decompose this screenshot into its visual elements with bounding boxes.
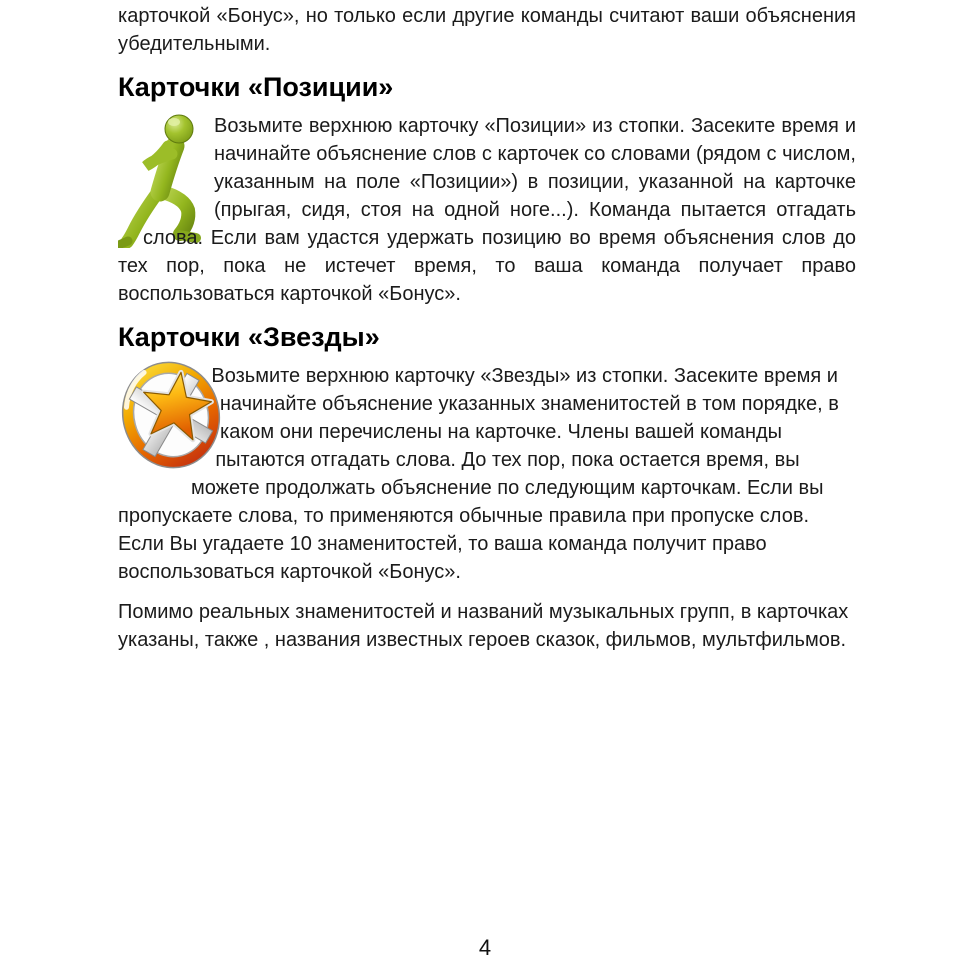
- positions-paragraph: Возьмите верхнюю карточку «Позиции» из стопки. Засеките время и начинайте объяснение слов с карточек со словами (рядом с числом, указанным на поле «Позиции») в позиции, указанной на карточке (прыгая, сидя, стоя на одной ноге...). Команда пытается отгадать слова. Если вам удастся удержать позицию во время объяснения слов до тех пор, пока не истечет время, то ваша команда получает право воспользоваться карточкой «Бонус».: [118, 115, 856, 305]
- stars-paragraph: Возьмите верхнюю карточку «Звезды» из стопки. Засеките время и начинайте объяснение указанных знаменитостей в том порядке, в каком они перечислены на карточке. Члены вашей команды пытаются отгадать слова. До тех пор, пока остается время, вы можете продолжать объяснение по следующим карточкам. Если вы пропускаете слова, то применяются обычные правила при пропуске слов. Если Вы угадаете 10 знаменитостей, то ваша команда получит право воспользоваться карточкой «Бонус».: [118, 365, 839, 583]
- section-positions: [118, 112, 856, 308]
- section-heading-positions: Карточки «Позиции»: [118, 72, 394, 102]
- section-stars: [118, 362, 856, 654]
- intro-paragraph: карточкой «Бонус», но только если другие команды считают ваши объяснения убедительными.: [118, 5, 856, 55]
- page-number: 4: [478, 935, 492, 960]
- section-heading-stars: Карточки «Звезды»: [118, 322, 380, 352]
- stars-note-paragraph: Помимо реальных знаменитостей и названий музыкальных групп, в карточках указаны, также , названия известных героев сказок, фильмов, мультфильмов.: [118, 601, 849, 651]
